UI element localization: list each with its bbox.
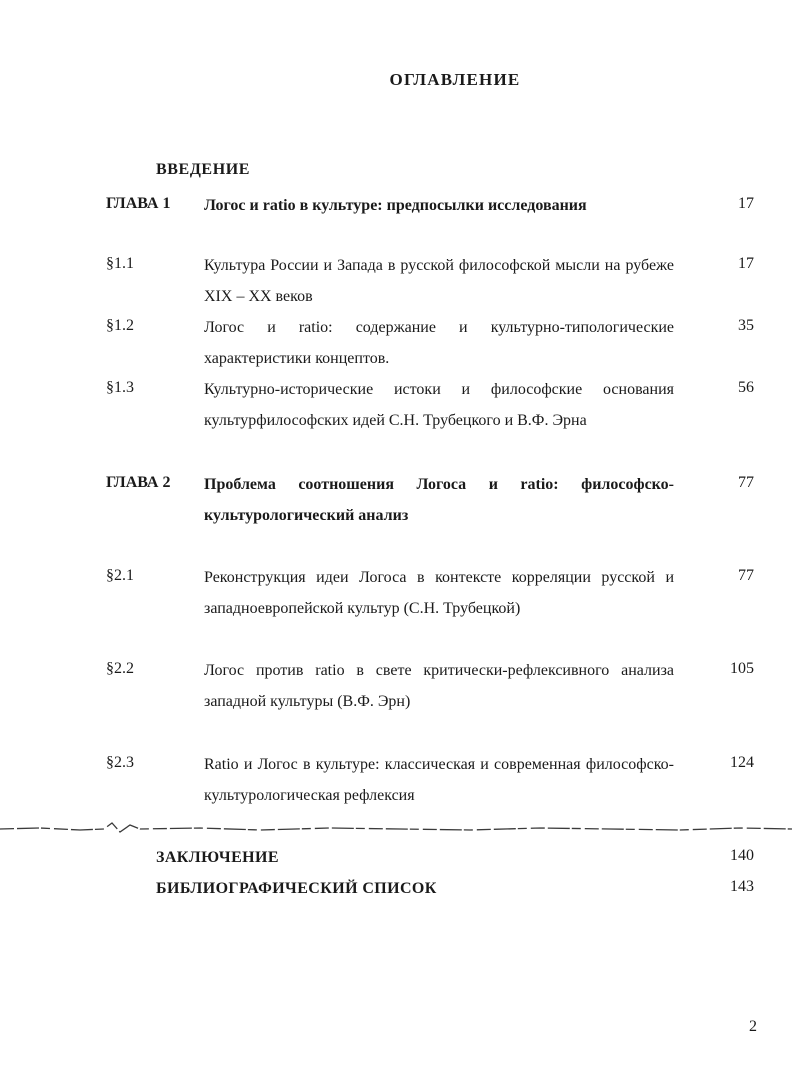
- section-title: Логос и ratio: содержание и культурно-типологические характеристики концептов.: [204, 319, 674, 367]
- section-label: §1.1: [106, 255, 134, 272]
- bibliography-page: 143: [730, 878, 754, 895]
- chapter-title: Логос и ratio в культуре: предпосылки исследования: [204, 197, 587, 214]
- section-label: §1.2: [106, 317, 134, 334]
- section-label: §2.3: [106, 754, 134, 771]
- toc-bibliography: БИБЛИОГРАФИЧЕСКИЙ СПИСОК: [156, 880, 437, 897]
- toc-introduction: ВВЕДЕНИЕ: [156, 161, 251, 178]
- section-label: §2.2: [106, 660, 134, 677]
- section-page: 77: [738, 567, 754, 584]
- section-title: Логос против ratio в свете критически-рефлексивного анализа западной культуры (В.Ф. Эрн): [204, 662, 674, 710]
- section-label: §2.1: [106, 567, 134, 584]
- section-title: Реконструкция идеи Логоса в контексте корреляции русской и западноевропейской культур (С.Н. Трубецкой): [204, 569, 674, 617]
- section-page: 105: [730, 660, 754, 677]
- chapter-title: Проблема соотношения Логоса и ratio: философско-культурологический анализ: [204, 476, 674, 524]
- section-page: 17: [738, 255, 754, 272]
- section-page: 124: [730, 754, 754, 771]
- chapter-page: 77: [738, 474, 754, 491]
- chapter-label: ГЛАВА 1: [106, 195, 171, 212]
- scan-artifact-line: [0, 818, 792, 838]
- chapter-label: ГЛАВА 2: [106, 474, 171, 491]
- page-title: ОГЛАВЛЕНИЕ: [389, 70, 521, 89]
- chapter-page: 17: [738, 195, 754, 212]
- conclusion-page: 140: [730, 847, 754, 864]
- section-page: 56: [738, 379, 754, 396]
- page-number: 2: [749, 1018, 757, 1035]
- section-title: Ratio и Логос в культуре: классическая и современная философско-культурологическая рефлексия: [204, 756, 674, 804]
- section-title: Культура России и Запада в русской философской мысли на рубеже XIX – XX веков: [204, 257, 674, 305]
- section-page: 35: [738, 317, 754, 334]
- toc-conclusion: ЗАКЛЮЧЕНИЕ: [156, 849, 279, 866]
- section-title: Культурно-исторические истоки и философские основания культурфилософских идей С.Н. Трубецкого и В.Ф. Эрна: [204, 381, 674, 429]
- section-label: §1.3: [106, 379, 134, 396]
